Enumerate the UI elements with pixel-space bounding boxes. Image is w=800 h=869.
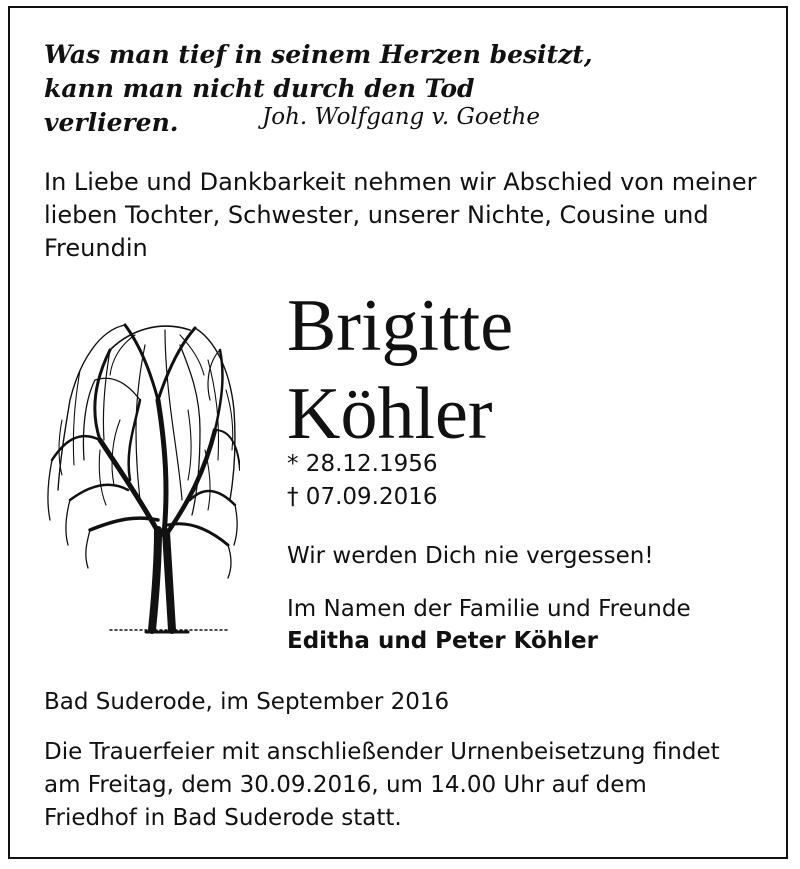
deceased-first-name: Brigitte: [287, 285, 514, 367]
intro-line-2: lieben Tochter, Schwester, unserer Nichte, Cousine und: [44, 201, 709, 229]
intro-line-1: In Liebe und Dankbarkeit nehmen wir Abschied von meiner: [44, 168, 757, 196]
intro-line-3: Freundin: [44, 234, 148, 262]
place-date: Bad Suderode, im September 2016: [44, 689, 450, 715]
birth-date: * 28.12.1956: [287, 451, 438, 477]
funeral-line-1: Die Trauerfeier mit anschließender Urnenbeisetzung findet: [44, 739, 720, 765]
family-prefix: Im Namen der Familie und Freunde: [287, 596, 691, 622]
funeral-info: [44, 736, 784, 835]
life-dates: [287, 448, 438, 514]
deceased-last-name: Köhler: [287, 373, 493, 455]
death-date: † 07.09.2016: [287, 484, 438, 510]
quote-line-1: Was man tief in seinem Herzen besitzt,: [44, 40, 593, 69]
funeral-line-3: Friedhof in Bad Suderode statt.: [44, 805, 402, 831]
weeping-willow-tree-icon: [40, 300, 240, 640]
quote-author: Joh. Wolfgang v. Goethe: [262, 104, 540, 130]
intro-text: [44, 166, 764, 265]
farewell-message: Wir werden Dich nie vergessen!: [287, 543, 654, 569]
quote-line-2: kann man nicht durch den Tod verlieren.: [44, 74, 475, 137]
funeral-line-2: am Freitag, dem 30.09.2016, um 14.00 Uhr auf dem: [44, 772, 647, 798]
family-names: Editha und Peter Köhler: [287, 628, 598, 654]
